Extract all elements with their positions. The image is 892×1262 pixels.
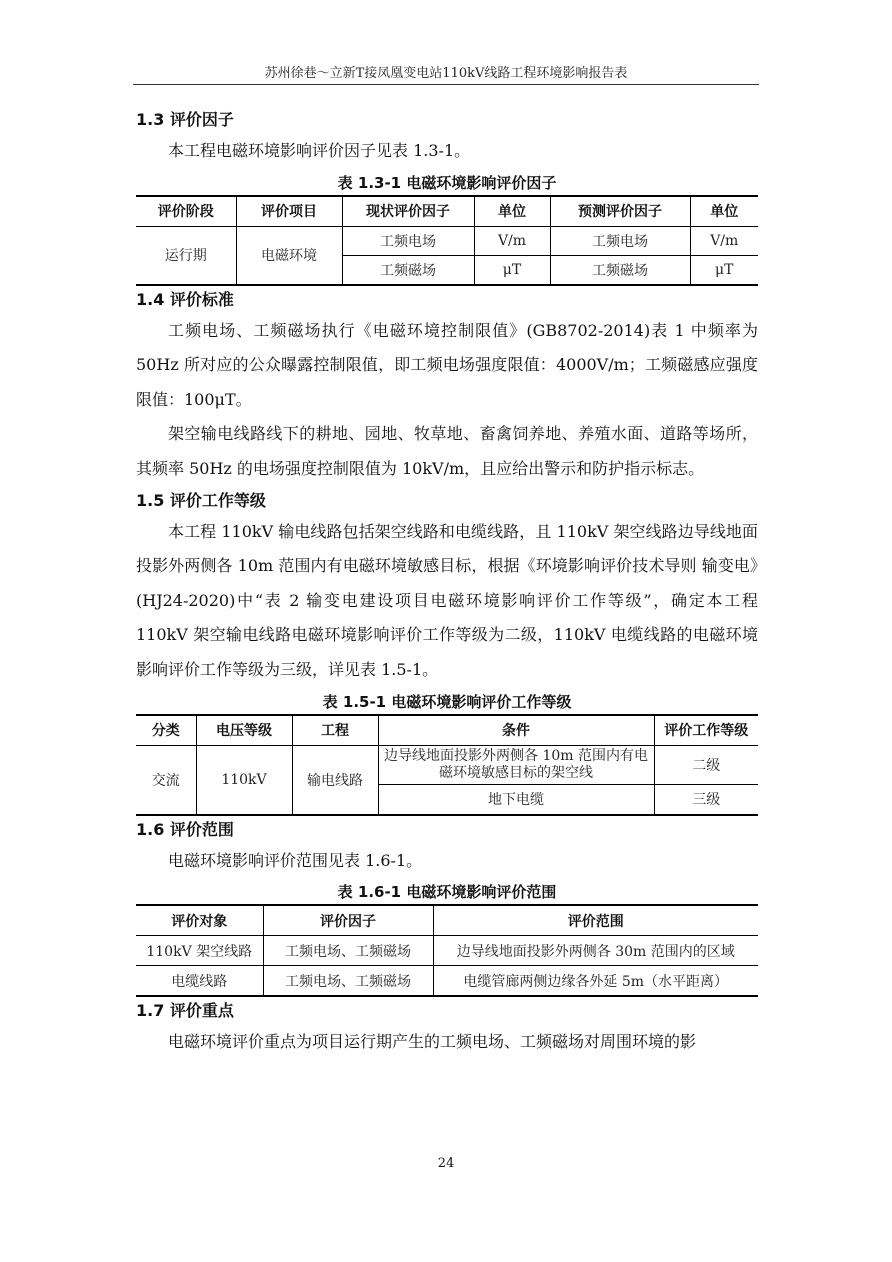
section-heading-1-4: 1.4 评价标准 xyxy=(136,289,234,309)
table-cell-voltage: 110kV xyxy=(196,745,292,815)
section-heading-1-3: 1.3 评价因子 xyxy=(136,110,234,129)
table-cell: 110kV 架空线路 xyxy=(136,936,263,966)
table-cell: V/m xyxy=(474,226,550,255)
paragraph: 工频电场、工频磁场执行《电磁环境控制限值》(GB8702-2014)表 1 中频率为 50Hz 所对应的公众曝露控制限值，即工频电场强度限值：4000V/m；工频磁感应强度限值：100μT。 xyxy=(136,320,758,409)
factor-table xyxy=(136,195,758,286)
table-cell-stage: 运行期 xyxy=(136,226,236,285)
column-header: 分类 xyxy=(136,715,196,746)
table-row xyxy=(136,936,758,966)
column-header: 预测评价因子 xyxy=(550,196,690,227)
table-cell-item: 电磁环境 xyxy=(236,226,342,285)
range-table xyxy=(136,904,758,997)
table-row xyxy=(136,226,758,255)
paragraph: 电磁环境评价重点为项目运行期产生的工频电场、工频磁场对周围环境的影 xyxy=(168,1032,697,1052)
table-cell: μT xyxy=(690,255,758,285)
table-cell: 三级 xyxy=(654,784,758,815)
column-header: 评价工作等级 xyxy=(654,715,758,746)
table-caption: 表 1.3-1 电磁环境影响评价因子 xyxy=(337,173,557,192)
table-cell: V/m xyxy=(690,226,758,255)
table-header-row xyxy=(136,905,758,936)
table-cell: 二级 xyxy=(654,745,758,784)
paragraph: 电磁环境影响评价范围见表 1.6-1。 xyxy=(168,850,423,870)
section-heading-1-6: 1.6 评价范围 xyxy=(136,819,234,839)
table-cell-project: 输电线路 xyxy=(292,745,378,815)
table-cell: 工频电场 xyxy=(342,226,474,255)
paragraph: 架空输电线路线下的耕地、园地、牧草地、畜禽饲养地、养殖水面、道路等场所，其频率 50Hz 的电场强度控制限值为 10kV/m，且应给出警示和防护指示标志。 xyxy=(136,424,758,478)
column-header: 工程 xyxy=(292,715,378,746)
table-cell: 工频电场 xyxy=(550,226,690,255)
column-header: 评价对象 xyxy=(136,905,263,936)
column-header: 评价因子 xyxy=(263,905,433,936)
table-cell: 工频电场、工频磁场 xyxy=(263,936,433,966)
table-cell: μT xyxy=(474,255,550,285)
column-header: 单位 xyxy=(690,196,758,227)
table-cell: 电缆线路 xyxy=(136,966,263,997)
column-header: 现状评价因子 xyxy=(342,196,474,227)
table-cell: 工频电场、工频磁场 xyxy=(263,966,433,997)
table-header-row xyxy=(136,196,758,227)
table-cell: 工频磁场 xyxy=(342,255,474,285)
column-header: 评价阶段 xyxy=(136,196,236,227)
document-body xyxy=(136,106,758,1060)
section-heading-1-5: 1.5 评价工作等级 xyxy=(136,490,266,510)
column-header: 电压等级 xyxy=(196,715,292,746)
table-row xyxy=(136,745,758,784)
table-cell: 边导线地面投影外两侧各 30m 范围内的区域 xyxy=(433,936,758,966)
column-header: 评价项目 xyxy=(236,196,342,227)
table-cell: 地下电缆 xyxy=(378,784,654,815)
column-header: 单位 xyxy=(474,196,550,227)
table-cell: 工频磁场 xyxy=(550,255,690,285)
column-header: 条件 xyxy=(378,715,654,746)
table-cell-type: 交流 xyxy=(136,745,196,815)
column-header: 评价范围 xyxy=(433,905,758,936)
paragraph: 本工程 110kV 输电线路包括架空线路和电缆线路，且 110kV 架空线路边导线地面投影外两侧各 10m 范围内有电磁环境敏感目标，根据《环境影响评价技术导则 输变电》(HJ24-2020)中“表 2 输变电建设项目电磁环境影响评价工作等级”，确定本工程 110kV 架空输电线路电磁环境影响评价工作等级为二级，110kV 电缆线路的电磁环境影响评价工作等级为三级，详见表 1.5-1。 xyxy=(136,521,758,679)
table-caption: 表 1.6-1 电磁环境影响评价范围 xyxy=(337,883,557,902)
page-header: 苏州徐巷～立新T接凤凰变电站110kV线路工程环境影响报告表 xyxy=(133,62,759,85)
section-heading-1-7: 1.7 评价重点 xyxy=(136,1001,234,1021)
table-cell: 边导线地面投影外两侧各 10m 范围内有电磁环境敏感目标的架空线 xyxy=(378,745,654,784)
table-header-row xyxy=(136,715,758,746)
table-caption: 表 1.5-1 电磁环境影响评价工作等级 xyxy=(322,692,572,711)
table-cell: 电缆管廊两侧边缘各外延 5m（水平距离） xyxy=(433,966,758,997)
table-row xyxy=(136,966,758,997)
grade-table xyxy=(136,714,758,816)
page-number: 24 xyxy=(437,1156,455,1171)
paragraph: 本工程电磁环境影响评价因子见表 1.3-1。 xyxy=(168,141,471,160)
